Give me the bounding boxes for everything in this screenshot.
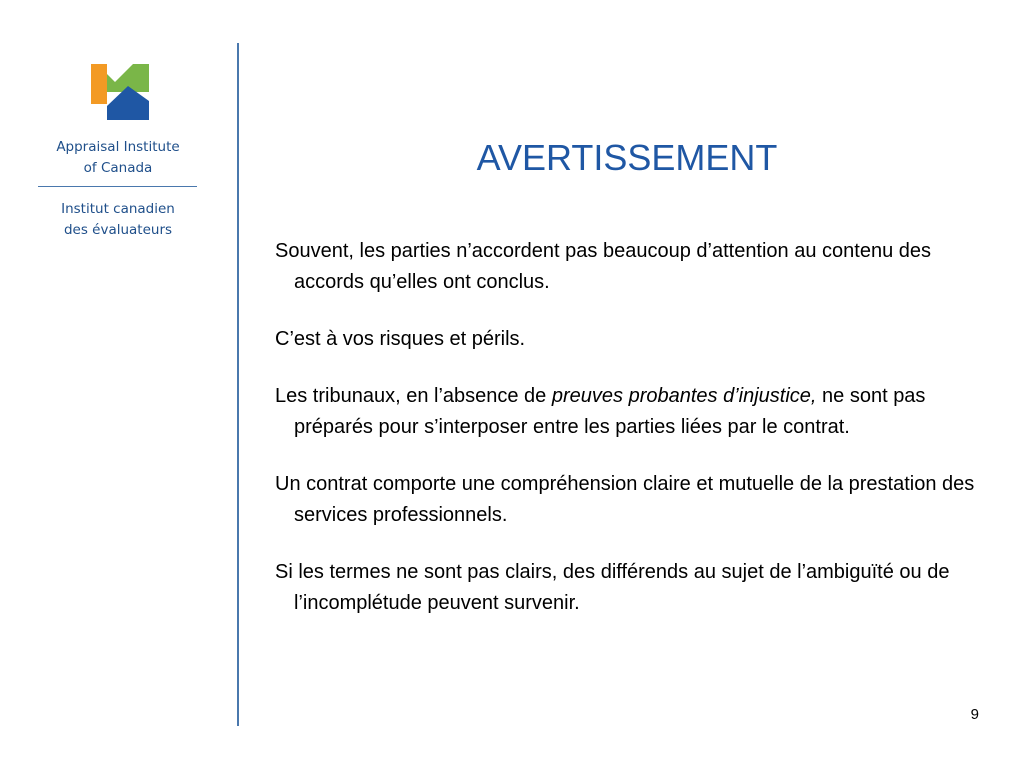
body-paragraph-4: Un contrat comporte une compréhension claire et mutuelle de la prestation des services professionnels. — [275, 473, 975, 526]
body-paragraph-5: Si les termes ne sont pas clairs, des différends au sujet de l’ambiguïté ou de l’incomplétude peuvent survenir. — [275, 561, 950, 614]
body-paragraph-3-tail: ne sont pas préparés pour s’interposer entre les parties liées par le contrat. — [294, 385, 926, 438]
slide-title: AVERTISSEMENT — [476, 137, 778, 178]
org-name-en-line2: of Canada — [83, 160, 153, 176]
org-name-french — [38, 199, 198, 241]
aic-logo-icon — [91, 64, 149, 120]
body-paragraph-3 — [275, 381, 985, 443]
body-paragraph-3-emphasis: preuves probantes d’injustice, — [551, 385, 817, 407]
body-paragraph-1: Souvent, les parties n’accordent pas beaucoup d’attention au contenu des accords qu’elles ont conclus. — [275, 240, 932, 293]
page-number: 9 — [970, 706, 979, 723]
body-paragraph-3-lead: Les tribunaux, en l’absence de — [275, 385, 552, 407]
logo-orange-block — [91, 64, 107, 104]
slide-body — [275, 236, 985, 619]
org-name-fr-line1: Institut canadien — [61, 201, 175, 217]
org-name-divider — [38, 186, 197, 187]
org-name-en-line1: Appraisal Institute — [56, 139, 180, 155]
org-name-english — [38, 137, 198, 179]
body-paragraph-2: C’est à vos risques et périls. — [275, 328, 526, 350]
sidebar-vertical-rule — [237, 43, 239, 726]
org-name-fr-line2: des évaluateurs — [63, 222, 173, 238]
